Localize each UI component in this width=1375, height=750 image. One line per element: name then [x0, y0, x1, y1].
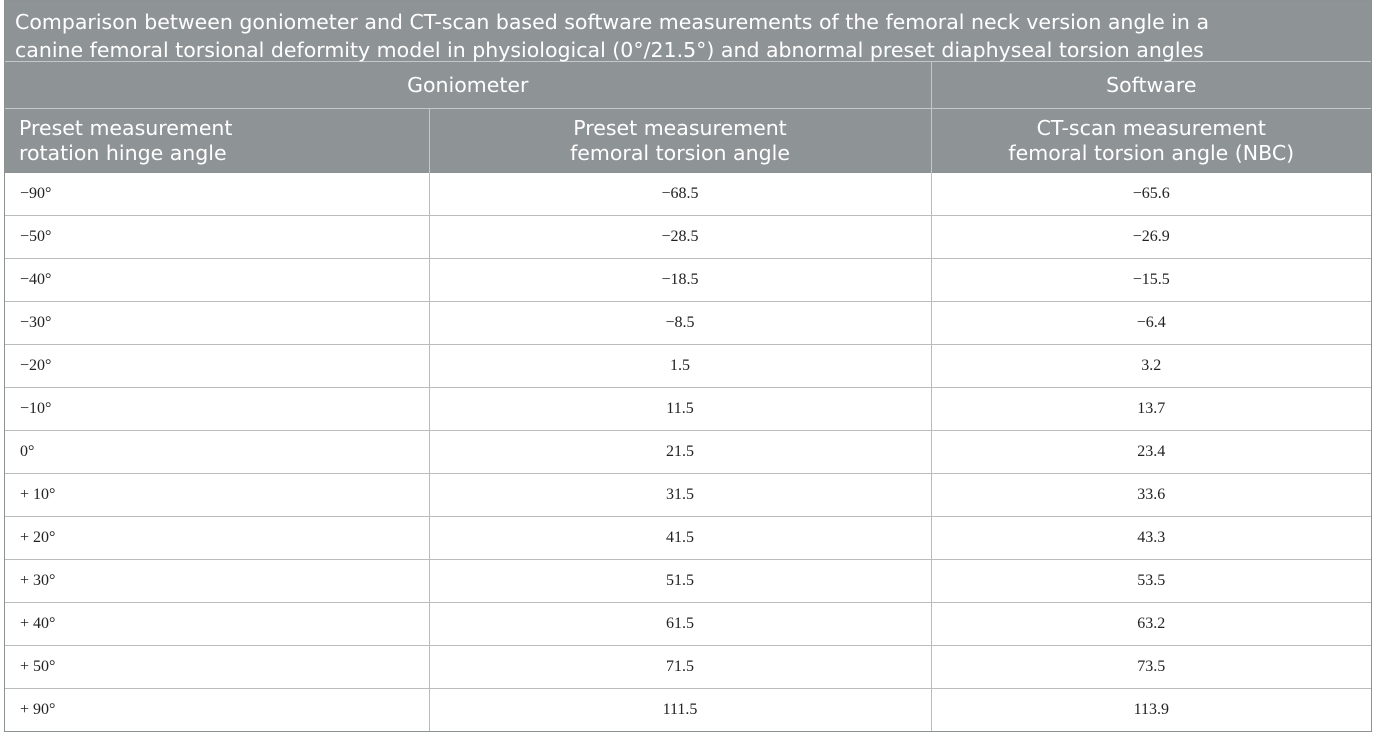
cell-hinge-angle: + 40°	[5, 603, 429, 646]
cell-hinge-angle: + 20°	[5, 517, 429, 560]
measurement-table	[5, 61, 1371, 731]
column-header-preset-line-1: Preset measurement	[573, 115, 787, 140]
column-header-ct-line-1: CT-scan measurement	[1036, 115, 1266, 140]
cell-hinge-angle: −40°	[5, 259, 429, 302]
cell-hinge-angle: −20°	[5, 345, 429, 388]
data-table-container	[4, 0, 1372, 732]
group-header-row	[5, 62, 1371, 109]
table-caption	[5, 1, 1371, 61]
cell-preset-torsion: 111.5	[429, 689, 931, 732]
cell-hinge-angle: −90°	[5, 173, 429, 216]
cell-preset-torsion: −28.5	[429, 216, 931, 259]
column-header-hinge-line-1: Preset measurement	[19, 115, 233, 140]
column-header-hinge-angle	[5, 109, 429, 173]
table-row	[5, 560, 1371, 603]
cell-preset-torsion: 41.5	[429, 517, 931, 560]
cell-preset-torsion: 61.5	[429, 603, 931, 646]
table-row	[5, 689, 1371, 732]
cell-ct-torsion: 53.5	[931, 560, 1371, 603]
cell-preset-torsion: −68.5	[429, 173, 931, 216]
cell-hinge-angle: 0°	[5, 431, 429, 474]
cell-preset-torsion: 11.5	[429, 388, 931, 431]
cell-hinge-angle: −10°	[5, 388, 429, 431]
table-row	[5, 474, 1371, 517]
cell-ct-torsion: −6.4	[931, 302, 1371, 345]
table-row	[5, 173, 1371, 216]
table-row	[5, 431, 1371, 474]
table-row	[5, 259, 1371, 302]
cell-ct-torsion: −65.6	[931, 173, 1371, 216]
group-header-goniometer: Goniometer	[5, 62, 931, 109]
table-row	[5, 603, 1371, 646]
cell-preset-torsion: −18.5	[429, 259, 931, 302]
table-row	[5, 345, 1371, 388]
cell-ct-torsion: −26.9	[931, 216, 1371, 259]
cell-ct-torsion: 73.5	[931, 646, 1371, 689]
cell-ct-torsion: 13.7	[931, 388, 1371, 431]
cell-preset-torsion: 1.5	[429, 345, 931, 388]
caption-line-2: canine femoral torsional deformity model in physiological (0°/21.5°) and abnormal preset diaphyseal torsion angles	[15, 38, 1204, 62]
column-header-preset-line-2: femoral torsion angle	[570, 140, 790, 165]
column-header-row	[5, 109, 1371, 173]
cell-hinge-angle: + 90°	[5, 689, 429, 732]
cell-hinge-angle: −50°	[5, 216, 429, 259]
table-row	[5, 388, 1371, 431]
cell-ct-torsion: 63.2	[931, 603, 1371, 646]
cell-ct-torsion: 3.2	[931, 345, 1371, 388]
caption-line-1: Comparison between goniometer and CT-scan based software measurements of the femoral neck version angle in a	[15, 10, 1210, 34]
table-row	[5, 646, 1371, 689]
cell-preset-torsion: −8.5	[429, 302, 931, 345]
cell-ct-torsion: 43.3	[931, 517, 1371, 560]
cell-hinge-angle: + 10°	[5, 474, 429, 517]
table-row	[5, 517, 1371, 560]
cell-preset-torsion: 71.5	[429, 646, 931, 689]
cell-preset-torsion: 31.5	[429, 474, 931, 517]
group-header-software: Software	[931, 62, 1371, 109]
cell-hinge-angle: −30°	[5, 302, 429, 345]
cell-ct-torsion: 23.4	[931, 431, 1371, 474]
cell-ct-torsion: 113.9	[931, 689, 1371, 732]
column-header-hinge-line-2: rotation hinge angle	[19, 140, 227, 165]
cell-preset-torsion: 51.5	[429, 560, 931, 603]
column-header-ct-torsion	[931, 109, 1371, 173]
table-row	[5, 216, 1371, 259]
table-body	[5, 173, 1371, 732]
cell-ct-torsion: 33.6	[931, 474, 1371, 517]
table-row	[5, 302, 1371, 345]
cell-hinge-angle: + 50°	[5, 646, 429, 689]
column-header-preset-torsion	[429, 109, 931, 173]
cell-ct-torsion: −15.5	[931, 259, 1371, 302]
cell-hinge-angle: + 30°	[5, 560, 429, 603]
column-header-ct-line-2: femoral torsion angle (NBC)	[1008, 140, 1295, 165]
cell-preset-torsion: 21.5	[429, 431, 931, 474]
